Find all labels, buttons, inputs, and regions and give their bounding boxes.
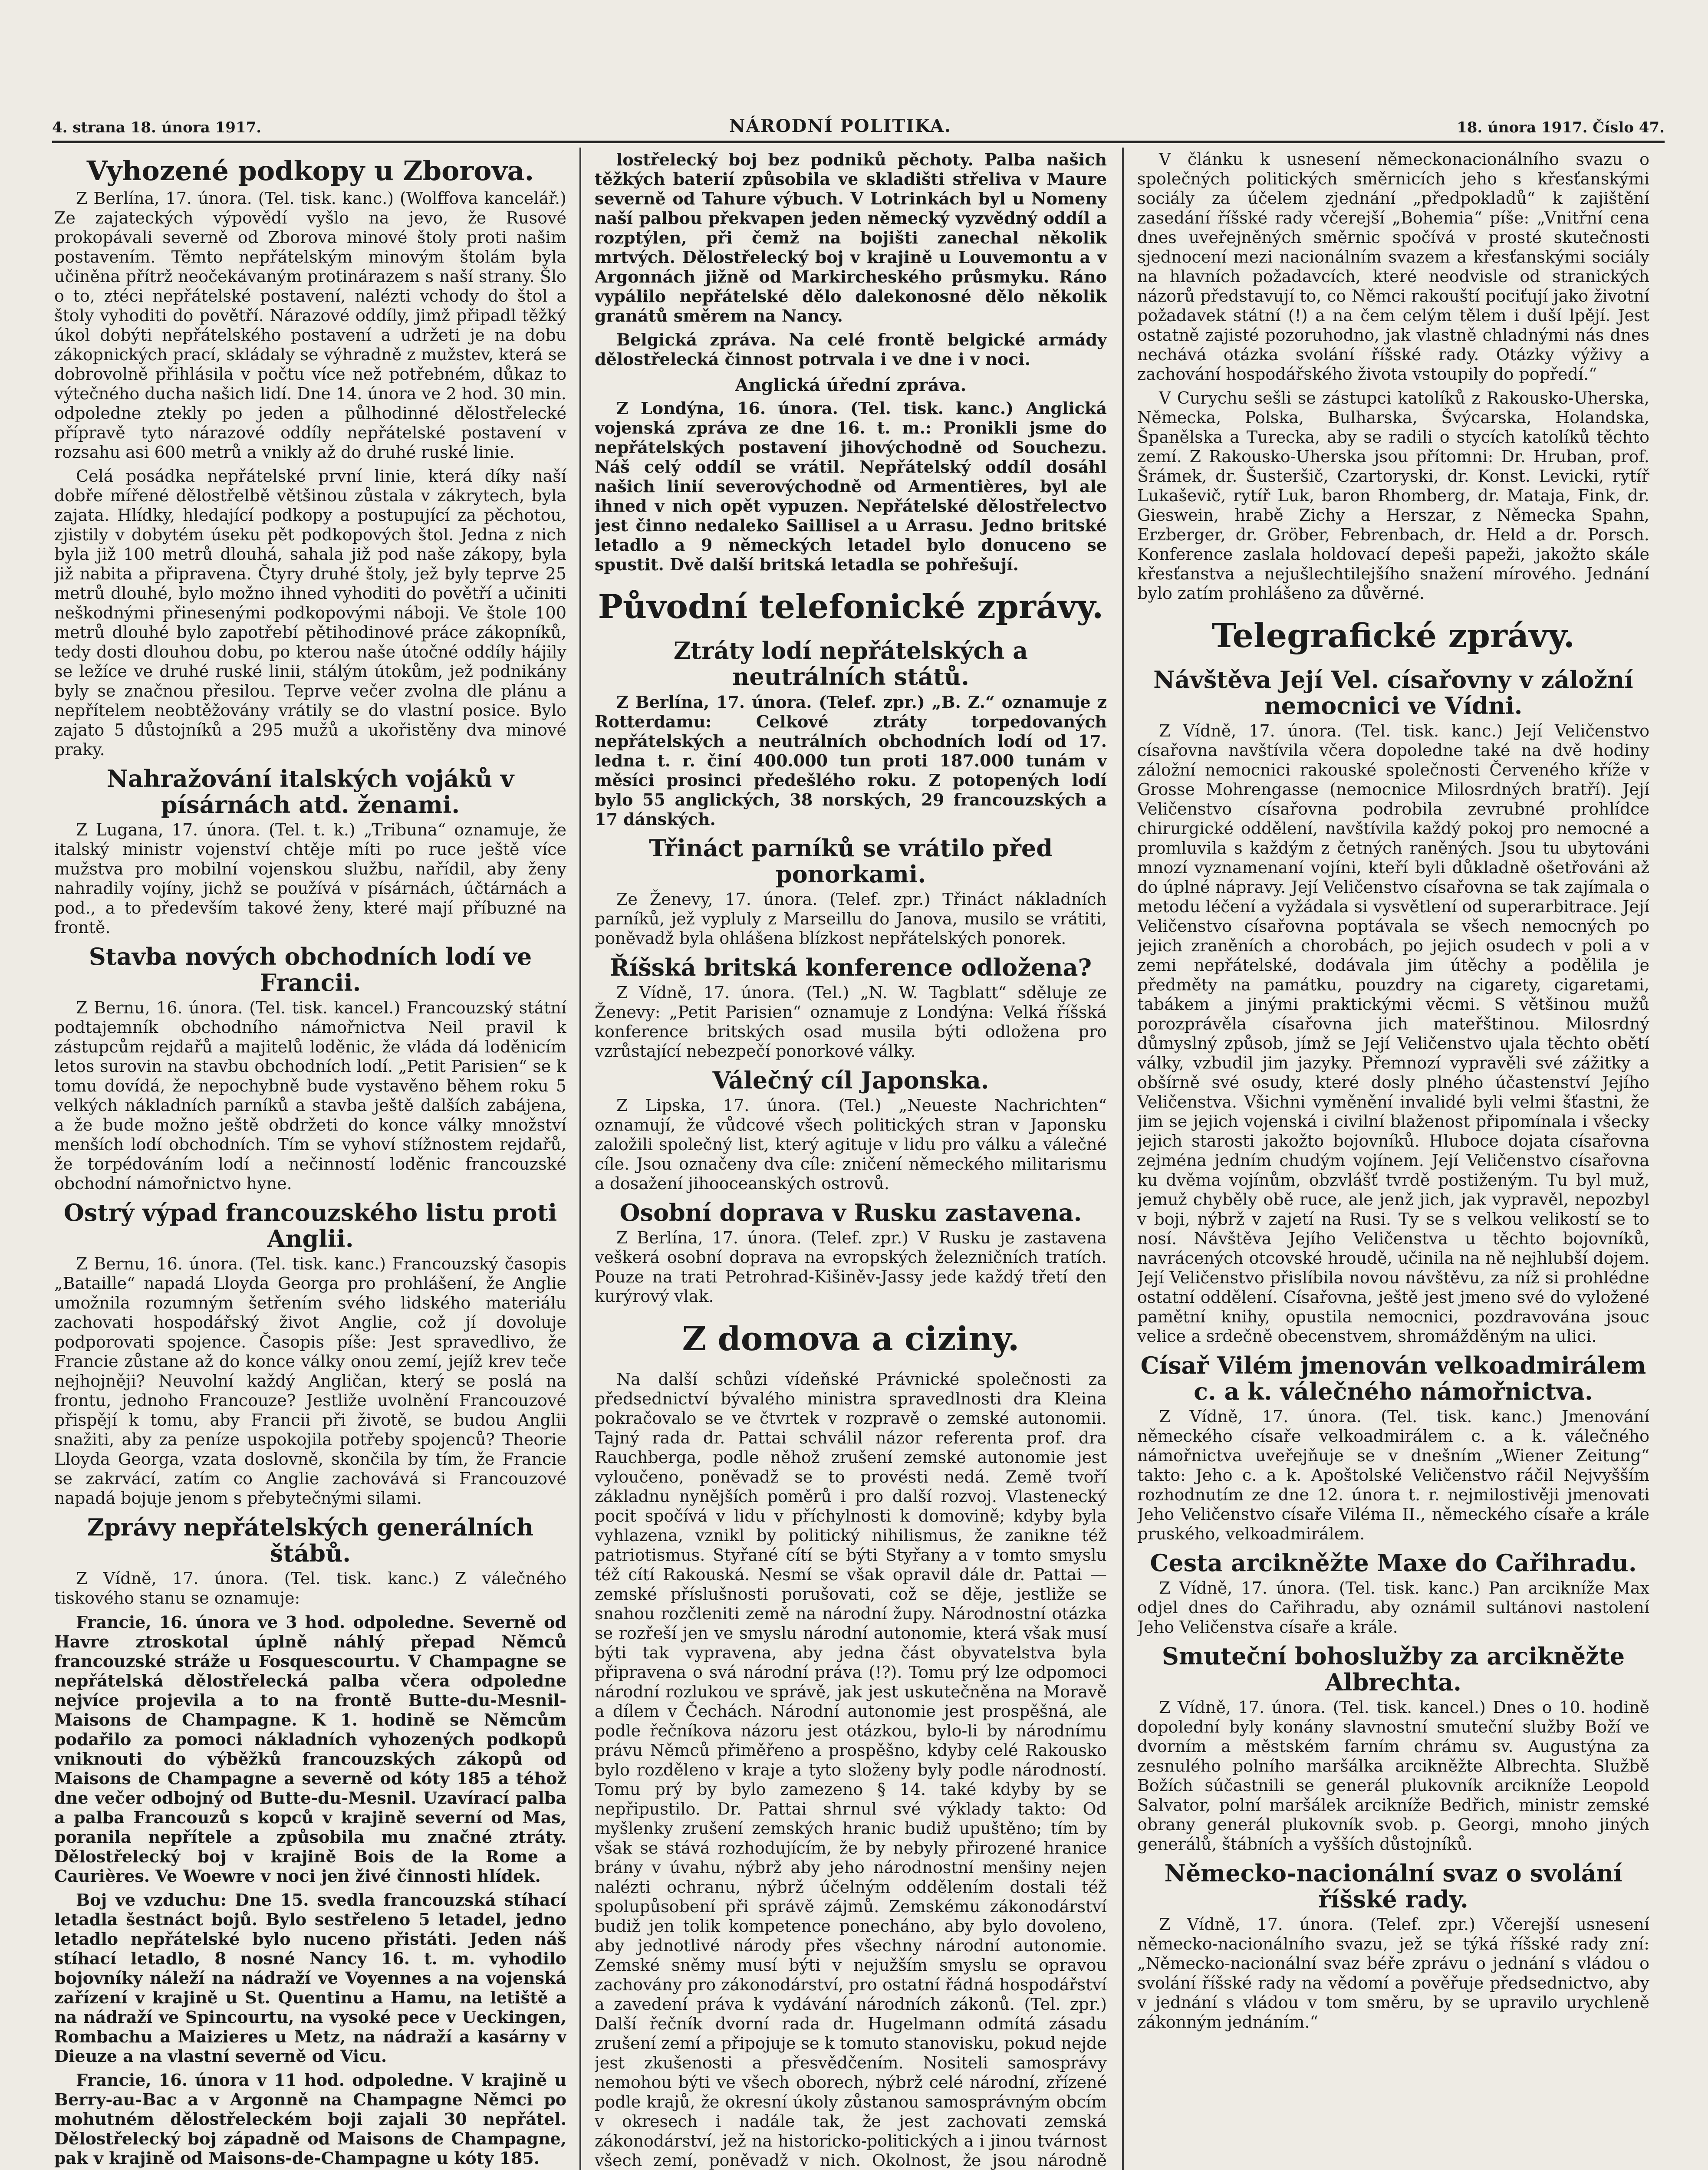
article-headline: Říšská britská konference odložena? bbox=[609, 953, 1092, 981]
article-headline: Návštěva Její Vel. císařovny v záložní nemocnici ve Vídni. bbox=[1153, 666, 1633, 720]
article-headline: Vyhozené podkopy u Zborova. bbox=[86, 155, 534, 187]
masthead: NÁRODNÍ POLITIKA. bbox=[729, 116, 951, 136]
header-right: 18. února 1917. Číslo 47. bbox=[1457, 119, 1665, 136]
article-paragraph: Na další schůzi vídeňské Právnické společnosti za předsednictví bývalého ministra spravedlnosti dra Kleina pokračovalo se ve čtvrtek v rozpravě o zemské autonomii. Tajný rada dr. Pattai schválil názor referenta prof. dra Rauchberga, podle něhož zrušení zemské autonomie jest vyloučeno, poněvadž se to provésti nedá. Země tvoří základnu nynějších poměrů i pro další rozvoj. Vlastenecký pocit spočívá v lidu v příchylnosti k domovině; kdyby byla vyhlazena, vznikl by politický nihilismus, že zanikne též patriotismus. Styřané cítí se býti Styřany a v tomto smyslu též cítí Rakouská. Nesmí se však opravil dále dr. Pattai — zemské příslušnosti porušovati, což se děje, jestliže se snahou rozčleniti země na národní župy. Národnostní otázka se rozřeší jen ve smyslu národní autonomie, která však musí býti tak vypravena, aby jedna část obyvatelstva byla připravena o svá národní práva (!?). Tomu prý lze odpomoci národní rozlukou ve správě, jak jest uskutečněna na Moravě a dílem v Čechách. Národní autonomie jest prospěšná, ale podle řečníkova názoru jest otázkou, bylo-li by národnímu právu Němců přiměřeno a prospěšno, kdyby celé Rakousko bylo rozděleno v kraje a tyto složeny byly podle národností. Tomu prý by bylo zamezeno § 14. také kdyby by se nepřipustilo. Dr. Pattai shrnul své výklady takto: Od myšlenky zrušení zemských hranic budiž upuštěno; tím by však se stává rozhodujícím, že by nebyly přirozené hranice brány v úvahu, nýbrž aby jeho národnostní menšiny nejen nalézti ochranu, nýbrž účelným oddělením dostali též spolupůsobení při správě zájmů. Zemskému zákonodárství budiž jen tolik kompetence ponecháno, aby bylo dovoleno, aby jednotlivé národy přes všechny národní autonomie. Zemské sněmy musí býti v nejužším smyslu se opravou zachovány pro zákonodárství, pro ostatní řádná hospodářství a zavedení práva k vydávání národních zákonů. (Tel. zpr.) Další řečník dvorní rada dr. Hugelmann odmítá zásadu zrušení zemí a připojuje se k tomuto stanovisku, pokud nejde jest zkušenosti a přesvědčením. Nositeli samosprávy nemohou býti ve všech oborech, nýbrž celé národní, zřízené podle krajů, že okresní úkoly zůstanou samosprávným obcím v okresech i nadále tak, že jest zachovati zemská zákonodárství, jež na historicko-politických a i jinou tvárnost všech zemí, poněvadž v nich. Okolnost, že jsou národně bbox=[595, 1370, 1107, 2170]
article-paragraph: Belgická zpráva. Na celé frontě belgické armády dělostřelecká činnost potrvala i ve dne i v noci. bbox=[595, 330, 1107, 369]
column-rule bbox=[579, 148, 581, 2170]
article-headline: Smuteční bohoslužby za arcikněžte Albrechta. bbox=[1162, 1642, 1625, 1696]
article-headline: Nahražování italských vojáků v písárnách atd. ženami. bbox=[106, 765, 514, 819]
article-headline: Cesta arcikněžte Maxe do Cařihradu. bbox=[1150, 1549, 1637, 1577]
article-headline: Ostrý výpad francouzského listu proti Anglii. bbox=[63, 1199, 557, 1253]
article-paragraph: Z Bernu, 16. února. (Tel. tisk. kanc.) Francouzský časopis „Bataille“ napadá Lloyda Georga pro prohlášení, že Anglie umožnila rozumným šetřením svého lidského materiálu zachovati hospodářský život Anglie, což jí dovoluje podporovati spojence. Časopis píše: Jest spravedlivo, že Francie zůstane až do konce války onou zemí, jejíž krev teče nejhojněji? Neuvolní každý Angličan, který se poslá na frontu, jednoho Francouze? Jestliže uvolnění Francouzové přispějí k tomu, aby Francii při životě, se budou Anglii snažiti, aby za peníze uspokojila potřeby spojenců? Theorie Lloyda Georga, vzata doslovně, skončila by tím, že Francie se zakrvácí, zatím co Anglie zachovává si Francouzové napadá bojuje jenom s přebytečnými silami. bbox=[54, 1254, 566, 1508]
column-3 bbox=[1137, 150, 1649, 2170]
article-paragraph: V článku k usnesení německonacionálního svazu o společných politických směrnicích jeho s křesťanskými sociály za účelem zjednání „předpokladů“ k zajištění zasedání říšské rady včerejší „Bohemia“ píše: „Vnitřní cena dnes uveřejněných směrnic spočívá v prosté skutečnosti sjednocení mezi nacionálním svazem a křesťanskými sociály na hlavních požadavcích, které neodvisle od stranických názorů představují to, co Němci rakouští pociťují jako životní požadavek státní (!) a na čem celým tělem i duší lpějí. Jest ostatně zajisté pozoruhodno, jak vlastně chladnými nás dnes nechává otázka svolání říšské rady. Otázky výživy a zachování hospodářského života vstoupily do popředí.“ bbox=[1137, 150, 1649, 384]
article-paragraph: Z Berlína, 17. února. (Telef. zpr.) V Rusku je zastavena veškerá osobní doprava na evropských železničních tratích. Pouze na trati Petrohrad-Kišiněv-Jassy jede každý třetí den kurýrový vlak. bbox=[595, 1228, 1107, 1306]
article-headline: Německo-nacionální svaz o svolání říšské rady. bbox=[1164, 1859, 1622, 1913]
article-headline: Původní telefonické zprávy. bbox=[598, 587, 1104, 626]
article-paragraph: Celá posádka nepřátelské první linie, která díky naší dobře mířené dělostřelbě většinou zůstala v zákrytech, byla zajata. Hlídky, hledající podkopy a postupující za pěchotou, zjistily v dobytém úseku pět podkopových štol. Jedna z nich byla již 100 metrů dlouhá, sahala již pod naše zákopy, byla již nabita a připravena. Čtyry druhé štoly, jež byly teprve 25 metrů dlouhé, bylo možno ihned vyhoditi do povětří a učiniti neškodnými přinesenými podkopovými náboji. Ve štole 100 metrů dlouhé bylo zapotřebí pětihodinové práce zákopníků, tedy dosti dlouhou dobu, po kterou naše útočné oddíly hájily se ležíce ve druhé ruské linii, stálým útokům, jež podnikány byly se značnou přesilou. Teprve večer zvolna dle plánu a nepřítelem neobtěžovány vrátily se do vlastní posice. Bylo zajato 5 důstojníků a 295 mužů a ukořistěny dva minové praky. bbox=[54, 467, 566, 759]
article-paragraph: Z Londýna, 16. února. (Tel. tisk. kanc.) Anglická vojenská zpráva ze dne 16. t. m.: Pronikli jsme do nepřátelských postavení jihovýchodně od Souchezu. Náš celý oddíl se vrátil. Nepřátelský oddíl dosáhl našich linií severovýchodně od Armentières, byl ale ihned v nich opět vypuzen. Nepřátelské dělostřelectvo jest činno nedaleko Saillisel a u Arrasu. Jedno britské letadlo a 9 německých letadel bylo donuceno se spustit. Dvě další britská letadla se pohřešují. bbox=[595, 398, 1107, 574]
article-paragraph: Z Vídně, 17. února. (Tel. tisk. kanc.) Jmenování německého císaře velkoadmirálem c. a k. válečného námořnictva uveřejňuje se v dnešním „Wiener Zeitung“ takto: Jeho c. a k. Apoštolské Veličenstvo ráčil Nejvyšším rozhodnutím ze dne 12. února t. r. nejmilostivěji jmenovati Jeho Veličenstvo císaře Viléma II., německého císaře a krále pruského, velkoadmirálem. bbox=[1137, 1407, 1649, 1543]
article-paragraph: Francie, 16. února v 11 hod. odpoledne. V krajině u Berry-au-Bac a v Argonně na Champagne Němci po mohutném dělostřeleckém boji zajali 30 nepřátel. Dělostřelecký boj západně od Maisons de Champagne, pak v krajině od Maisons-de-Champagne u kóty 185. bbox=[54, 2070, 566, 2168]
article-paragraph: Z Berlína, 17. února. (Tel. tisk. kanc.) (Wolffova kancelář.) Ze zajateckých výpovědí vyšlo na jevo, že Rusové prokopávali severně od Zborova minové štoly proti našim postavením. Těmto nepřátelským minovým štolám byla učiněna přítrž neočekávaným protinárazem s naší strany. Šlo o to, ztéci nepřátelské postavení, nalézti vchody do štol a štoly vyhoditi do povětří. Nárazové oddíly, jimž připadl těžký úkol dobýti nepřátelského postavení a udržeti je na dobu zákopnických prací, skládaly se výhradně z mužstev, která se dobrovolně přihlásila v počtu více než potřebném, důkaz to výtečného ducha našich lidí. Dne 14. února ve 2 hod. 30 min. odpoledne ztekly po jeden a půlhodinné dělostřelecké přípravě tyto nárazové oddíly nepřátelské postavení v rozsahu asi 600 metrů a vnikly až do druhé ruské linie. bbox=[54, 189, 566, 462]
article-paragraph: Z Lipska, 17. února. (Tel.) „Neueste Nachrichten“ oznamují, že vůdcové všech politických stran v Japonsku založili společný list, který agituje v lidu pro válku a válečné cíle. Jsou označeny dva cíle: zničení německého militarismu a dosažení jihooceanských ostrovů. bbox=[595, 1096, 1107, 1193]
article-paragraph: Z Vídně, 17. února. (Tel. tisk. kanc.) Z válečného tiskového stanu se oznamuje: bbox=[54, 1569, 566, 1608]
article-headline: Císař Vilém jmenován velkoadmirálem c. a k. válečného námořnictva. bbox=[1140, 1351, 1646, 1405]
article-paragraph: Boj ve vzduchu: Dne 15. svedla francouzská stíhací letadla šestnáct bojů. Bylo sestřeleno 5 letadel, jedno letadlo nepřátelské bylo nuceno přistáti. Jeden náš stíhací letadlo, 8 nosné Nancy 16. t. m. vyhodilo bojovníky náleží na nádraží ve Voyennes a na vojenská zařízení v krajině u St. Quentinu a Hamu, na letiště a na nádraží ve Spincourtu, na vysoké pece v Ueckingen, Rombachu a Maizieres u Metz, na nádraží a kasárny v Dieuze a na vlastní severně od Vicu. bbox=[54, 1890, 566, 2066]
article-paragraph: Z Vídně, 17. února. (Tel. tisk. kanc.) Její Veličenstvo císařovna navštívila včera dopoledne také na dvě hodiny záložní nemocnici rakouské společnosti Červeného kříže v Grosse Mohrengasse (nemocnice Milosrdných bratří). Její Veličenstvo císařovna podrobila zevrubné prohlídce chirurgické oddělení, navštívila každý pokoj pro nemocné a promluvila s každým z četných raněných. Jsou tu ubytováni mnozí vyznamenaní vojíni, kteří byli důkladně ošetřováni až do úplné nápravy. Její Veličenstvo císařovna se tak zajímala o metodu léčení a vyžádala si vysvětlení od superarbitrace. Její Veličenstvo císařovna poptávala se všech nemocných po jejich zraněních a chorobách, po jejich osudech v poli a v zemi nepřátelské, dodávala jim útěchy a podělila je předměty na památku, pouzdry na cigarety, cigaretami, tabákem a jinými praktickými věcmi. S většinou mužů porozprávěla císařovna jich mateřštinou. Milosrdný důmyslný způsob, jímž se Její Veličenstvo ujala těchto obětí války, vzbudil jim jazyky. Přemnozí vypravěli své zážitky a obšírně své osudy, které dosly plného účastenství Jejího Veličenstva. Všichni vyměnění invalidé byli velmi šťastni, že jim se jejich vojenská i civilní blaženost připomínala i všecky jejich starosti jakožto bojovníků. Hluboce dojata císařovna zejména jedním chudým vojínem. Její Veličenstvo císařovna ku dvěma vojínům, obzvlášť tvrdě postiženým. Tu byl muž, jemuž chyběly obě ruce, ale jenž jich, jak vypravěl, nepozbyl v boji, nýbrž v zajetí na Rusi. Ty se s velkou velikostí se to nosí. Návštěva Jejího Veličenstva u těchto bojovníků, navrácených otcovské hroudě, učinila na ně nejhlubší dojem. Její Veličenstvo přislíbila novou návštěvu, za níž si prohlédne ostatní oddělení. Císařovna, ještě jest jmeno své do vyložené pamětní knihy, opustila nemocnici, pozdravována jsouc velice a srdečně obecenstvem, shromážděným na ulici. bbox=[1137, 721, 1649, 1346]
header-left: 4. strana 18. února 1917. bbox=[52, 119, 262, 136]
article-paragraph: Francie, 16. února ve 3 hod. odpoledne. Severně od Havre ztroskotal úplně náhlý přepad Němců francouzské stráže u Fosquescourtu. V Champagne se nepřátelská dělostřelecká palba včera odpoledne nejvíce projevila a to na frontě Butte-du-Mesnil-Maisons de Champagne. K 1. hodině se Němcům podařilo za pomoci nákladních vyhozených podkopů vniknouti do výběžků francouzských zákopů od Maisons de Champagne a severně od kóty 185 a téhož dne večer odbojný od Butte-du-Mesnil. Uzavírací palba a palba Francouzů s kopců v krajině severní od Mas, poranila nepřítele a způsobila mu značné ztráty. Dělostřelecký boj v krajině Bois de la Rome a Caurières. Ve Woewre v noci jen živé činnosti hlídek. bbox=[54, 1612, 566, 1886]
article-paragraph: Ze Ženevy, 17. února. (Telef. zpr.) Třináct nákladních parníků, jež vypluly z Marseillu do Janova, musilo se vrátiti, poněvadž byla ohlášena blízkost nepřátelských ponorek. bbox=[595, 890, 1107, 948]
article-paragraph: Z Bernu, 16. února. (Tel. tisk. kancel.) Francouzský státní podtajemník obchodního námořnictva Neil pravil k zástupcům rejdařů a majitelů loděnic, že vláda dá loděnicím letos surovin na stavbu obchodních lodí. „Petit Parisien“ se k tomu dovídá, že nepochybně bude vystavěno během roku 5 velkých nákladních parníků a stavba ještě dalších zabájena, a že bude možno ještě obdržeti do konce války množství menších lodí obchodních. Tím se vyhoví stížnostem rejdařů, že torpédováním lodí a nečinností loděnic francouzské obchodní námořnictvo hyne. bbox=[54, 998, 566, 1193]
article-paragraph: Z Vídně, 17. února. (Tel. tisk. kanc.) Pan arcikníže Max odjel dnes do Cařihradu, aby oznámil sultánovi nastolení Jeho Veličenstva císaře a krále. bbox=[1137, 1578, 1649, 1637]
article-headline: Válečný cíl Japonska. bbox=[712, 1066, 989, 1094]
column-1 bbox=[54, 150, 566, 2170]
article-headline: Třináct parníků se vrátilo před ponorkami. bbox=[648, 834, 1053, 888]
article-headline: Anglická úřední zpráva. bbox=[735, 375, 967, 395]
column-2 bbox=[595, 150, 1107, 2170]
article-headline: Osobní doprava v Rusku zastavena. bbox=[619, 1199, 1082, 1226]
column-rule bbox=[1122, 148, 1124, 2170]
article-headline: Ztráty lodí nepřátelských a neutrálních států. bbox=[673, 637, 1028, 690]
article-paragraph: Z Lugana, 17. února. (Tel. t. k.) „Tribuna“ oznamuje, že italský ministr vojenství chtěje míti po ruce ještě více mužstva pro mobilní vojenskou službu, nařídil, aby ženy nahradily vojíny, jichž se používá v písárnách, účtárnách a pod., a to především takové ženy, které mají příbuzné na frontě. bbox=[54, 820, 566, 937]
article-paragraph: Z Vídně, 17. února. (Tel. tisk. kancel.) Dnes o 10. hodině dopolední byly konány slavnostní smuteční služby Boží ve dvorním a městském farním chrámu sv. Augustýna za zesnulého polního maršálka arcikněžte Albrechta. Službě Božích súčastnili se generál plukovník arcikníže Leopold Salvator, polní maršálek arcikníže Bedřich, ministr zemské obrany generál plukovník svob. p. Georgi, mnoho jiných generálů, štábních a vyšších důstojníků. bbox=[1137, 1698, 1649, 1854]
article-paragraph: Z Vídně, 17. února. (Telef. zpr.) Včerejší usnesení německo-nacionálního svazu, jež se týká říšské rady zní: „Německo-nacionální svaz béře zprávu o jednání s vládou o svolání říšské rady na vědomí a pověřuje předsednictvo, aby v jednání s vládou v tom směru, by se upravilo urychleně zákonným jednáním.“ bbox=[1137, 1915, 1649, 2032]
article-headline: Z domova a ciziny. bbox=[682, 1319, 1020, 1358]
article-paragraph: Z Berlína, 17. února. (Telef. zpr.) „B. Z.“ oznamuje z Rotterdamu: Celkové ztráty torpedovaných nepřátelských a neutrálních obchodních lodí od 17. ledna t. r. činí 400.000 tun proti 187.000 tunám v měsíci prosinci předešlého roku. Z potopených lodí bylo 55 anglických, 38 norských, 29 francouzských a 17 dánských. bbox=[595, 692, 1107, 829]
page-header bbox=[52, 114, 1665, 143]
article-paragraph: lostřelecký boj bez podniků pěchoty. Palba našich těžkých baterií způsobila ve skladišti střeliva v Maure severně od Tahure výbuch. V Lotrinkách byl u Nomeny naší palbou překvapen jeden německý vyzvědný oddíl a rozptýlen, při čemž na bojišti zanechal několik mrtvých. Dělostřelecký boj v krajině u Louvemontu a v Argonnách jižně od Markircheského průsmyku. Ráno vypálilo nepřátelské dělo dalekonosné dělo několik granátů směrem na Nancy. bbox=[595, 150, 1107, 326]
article-paragraph: V Curychu sešli se zástupci katolíků z Rakousko-Uherska, Německa, Polska, Bulharska, Švýcarska, Holandska, Španělska a Turecka, aby se radili o stycích katolíků těchto zemí. Z Rakousko-Uherska jsou přítomni: Dr. Hruban, prof. Šrámek, dr. Šusteršič, Czartoryski, dr. Konst. Levicki, rytíř Lukaševič, rytíř Luk, baron Rhomberg, dr. Mataja, Fink, dr. Gieswein, hrabě Zichy a Herszar, z Německa Spahn, Erzberger, dr. Gröber, Febrenbach, dr. Held a dr. Porsch. Konference zaslala holdovací depeši papeži, jakožto skále křesťanstva a nejušlechtilejšího snažení mírového. Jednání bylo zatím prohlášeno za důvěrné. bbox=[1137, 388, 1649, 603]
article-headline: Telegrafické zprávy. bbox=[1211, 616, 1575, 655]
article-headline: Zprávy nepřátelských generálních štábů. bbox=[87, 1513, 534, 1567]
article-paragraph: Z Vídně, 17. února. (Tel.) „N. W. Tagblatt“ sděluje ze Ženevy: „Petit Parisien“ oznamuje z Londýna: Velká říšská konference britských osad musila býti odložena pro vzrůstající nebezpečí ponorkové války. bbox=[595, 983, 1107, 1061]
article-headline: Stavba nových obchodních lodí ve Francii. bbox=[89, 943, 532, 996]
